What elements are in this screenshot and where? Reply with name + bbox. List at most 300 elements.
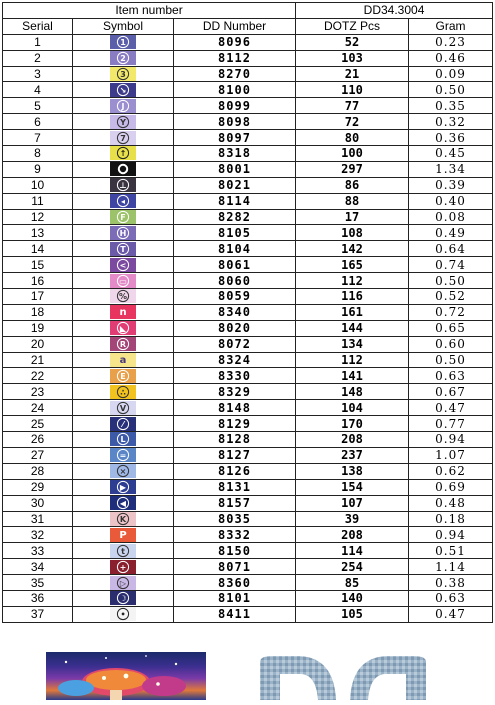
symbol-cell — [73, 225, 174, 241]
symbol-cell — [73, 416, 174, 432]
serial-cell: 17 — [3, 289, 73, 305]
symbol-cell — [73, 193, 174, 209]
dd-number-cell: 8105 — [174, 225, 296, 241]
dd-number-cell: 8330 — [174, 368, 296, 384]
symbol-cell — [73, 241, 174, 257]
table-row — [3, 130, 493, 146]
dotz-pcs-cell: 165 — [296, 257, 409, 273]
gram-cell: 0.39 — [409, 177, 493, 193]
dotz-pcs-cell: 108 — [296, 225, 409, 241]
dd-number-cell: 8332 — [174, 527, 296, 543]
table-row — [3, 320, 493, 336]
table-row — [3, 146, 493, 162]
dd-brand-logo — [252, 654, 434, 700]
serial-cell: 27 — [3, 447, 73, 463]
table-row — [3, 98, 493, 114]
H-symbol-icon — [110, 226, 136, 240]
gram-cell: 0.45 — [409, 146, 493, 162]
gram-header: Gram — [409, 18, 493, 34]
dd-number-cell: 8282 — [174, 209, 296, 225]
dotz-pcs-cell: 142 — [296, 241, 409, 257]
dd-number-cell: 8104 — [174, 241, 296, 257]
symbol-cell — [73, 130, 174, 146]
dotz-pcs-cell: 17 — [296, 209, 409, 225]
svg-text:K: K — [119, 515, 127, 525]
svg-text:=: = — [119, 451, 127, 461]
svg-text:n: n — [119, 307, 127, 319]
serial-cell: 14 — [3, 241, 73, 257]
gram-cell: 0.08 — [409, 209, 493, 225]
serial-cell: 22 — [3, 368, 73, 384]
dotz-pcs-cell: 103 — [296, 50, 409, 66]
dotz-pcs-cell: 208 — [296, 432, 409, 448]
svg-text:2: 2 — [120, 54, 126, 64]
table-row — [3, 447, 493, 463]
gram-cell: 0.63 — [409, 368, 493, 384]
table-row — [3, 384, 493, 400]
P-symbol-icon — [110, 528, 136, 542]
symbol-cell — [73, 384, 174, 400]
dd-number-cell: 8324 — [174, 352, 296, 368]
svg-text:⁄: ⁄ — [122, 419, 124, 429]
gram-cell: 0.48 — [409, 495, 493, 511]
symbol-cell — [73, 146, 174, 162]
svg-text:↘: ↘ — [119, 86, 127, 96]
n-symbol-icon — [110, 305, 136, 319]
table-row — [3, 368, 493, 384]
dd-number-cell: 8035 — [174, 511, 296, 527]
dotz-pcs-cell: 105 — [296, 606, 409, 622]
dd-number-cell: 8128 — [174, 432, 296, 448]
dotz-pcs-cell: 86 — [296, 177, 409, 193]
equals-symbol-icon — [110, 448, 136, 462]
symbol-cell — [73, 543, 174, 559]
symbol-cell — [73, 114, 174, 130]
gram-cell: 0.40 — [409, 193, 493, 209]
table-row — [3, 66, 493, 82]
dotz-pcs-cell: 114 — [296, 543, 409, 559]
gram-cell: 0.67 — [409, 384, 493, 400]
item-number-row — [3, 3, 493, 19]
dotz-pcs-cell: 144 — [296, 320, 409, 336]
svg-text:P: P — [119, 530, 127, 542]
serial-cell: 37 — [3, 606, 73, 622]
symbol-cell — [73, 447, 174, 463]
gram-cell: 0.09 — [409, 66, 493, 82]
serial-cell: 13 — [3, 225, 73, 241]
serial-cell: 12 — [3, 209, 73, 225]
dd-number-cell: 8114 — [174, 193, 296, 209]
symbol-cell — [73, 575, 174, 591]
gram-cell: 0.51 — [409, 543, 493, 559]
table-row — [3, 193, 493, 209]
dd-number-cell: 8096 — [174, 34, 296, 50]
dotz-pcs-cell: 112 — [296, 352, 409, 368]
table-row — [3, 511, 493, 527]
dd-number-cell: 8001 — [174, 161, 296, 177]
symbol-cell — [73, 495, 174, 511]
dd-number-cell: 8150 — [174, 543, 296, 559]
rounded-square-symbol-icon — [110, 274, 136, 288]
serial-cell: 31 — [3, 511, 73, 527]
symbol-cell — [73, 511, 174, 527]
gram-cell: 0.63 — [409, 590, 493, 606]
play-symbol-icon — [110, 480, 136, 494]
table-row — [3, 177, 493, 193]
table-row — [3, 289, 493, 305]
dd-number-cell: 8126 — [174, 463, 296, 479]
gram-cell: 1.14 — [409, 559, 493, 575]
gram-cell: 0.69 — [409, 479, 493, 495]
triangle-right-symbol-icon — [110, 576, 136, 590]
serial-cell: 33 — [3, 543, 73, 559]
gram-cell: 0.50 — [409, 82, 493, 98]
serial-cell: 11 — [3, 193, 73, 209]
gram-cell: 0.94 — [409, 527, 493, 543]
serial-cell: 29 — [3, 479, 73, 495]
dotz-pcs-cell: 237 — [296, 447, 409, 463]
gram-cell: 0.72 — [409, 304, 493, 320]
Y-symbol-icon — [110, 115, 136, 129]
serial-cell: 36 — [3, 590, 73, 606]
symbol-cell — [73, 606, 174, 622]
gram-cell: 0.74 — [409, 257, 493, 273]
2-symbol-icon — [110, 51, 136, 65]
symbol-cell — [73, 304, 174, 320]
table-row — [3, 590, 493, 606]
table-row — [3, 559, 493, 575]
R-symbol-icon — [110, 337, 136, 351]
dd-number-cell: 8099 — [174, 98, 296, 114]
svg-text:∴: ∴ — [120, 388, 126, 398]
svg-text:H: H — [119, 229, 127, 239]
serial-cell: 6 — [3, 114, 73, 130]
E-symbol-icon — [110, 369, 136, 383]
serial-cell: 24 — [3, 400, 73, 416]
serial-cell: 23 — [3, 384, 73, 400]
symbol-cell — [73, 50, 174, 66]
dotz-pcs-cell: 85 — [296, 575, 409, 591]
dotz-pcs-cell: 138 — [296, 463, 409, 479]
serial-cell: 16 — [3, 273, 73, 289]
dd-number-cell: 8318 — [174, 146, 296, 162]
dd-number-cell: 8112 — [174, 50, 296, 66]
table-row — [3, 527, 493, 543]
dd-number-cell: 8360 — [174, 575, 296, 591]
dotz-pcs-cell: 140 — [296, 590, 409, 606]
table-row — [3, 82, 493, 98]
serial-cell: 20 — [3, 336, 73, 352]
crescent-symbol-icon — [110, 591, 136, 605]
svg-text:%: % — [118, 292, 128, 302]
symbol-cell — [73, 98, 174, 114]
diagonal-bar-symbol-icon — [110, 417, 136, 431]
dd-number-cell: 8021 — [174, 177, 296, 193]
plus-symbol-icon — [110, 560, 136, 574]
symbol-cell — [73, 209, 174, 225]
serial-cell: 5 — [3, 98, 73, 114]
symbol-cell — [73, 336, 174, 352]
dotz-pcs-cell: 88 — [296, 193, 409, 209]
svg-text:▷: ▷ — [119, 578, 127, 588]
serial-cell: 32 — [3, 527, 73, 543]
svg-text:☽: ☽ — [119, 594, 127, 604]
dd-number-cell: 8100 — [174, 82, 296, 98]
times-symbol-icon — [110, 464, 136, 478]
gram-cell: 0.18 — [409, 511, 493, 527]
gram-cell: 0.32 — [409, 114, 493, 130]
table-row — [3, 304, 493, 320]
footer-area — [0, 646, 495, 700]
gram-cell: 0.62 — [409, 463, 493, 479]
dotz-pcs-cell: 107 — [296, 495, 409, 511]
table-row — [3, 432, 493, 448]
dd-number-cell: 8148 — [174, 400, 296, 416]
dotz-pcs-cell: 254 — [296, 559, 409, 575]
dotz-pcs-cell: 148 — [296, 384, 409, 400]
svg-text:3: 3 — [120, 70, 126, 80]
table-row — [3, 161, 493, 177]
svg-text:t: t — [121, 546, 125, 556]
arrow-left-symbol-icon — [110, 496, 136, 510]
gram-cell: 0.47 — [409, 606, 493, 622]
table-row — [3, 495, 493, 511]
table-row — [3, 575, 493, 591]
item-code: DD34.3004 — [296, 3, 493, 19]
symbol-cell — [73, 432, 174, 448]
serial-cell: 10 — [3, 177, 73, 193]
table-row — [3, 479, 493, 495]
dotz-pcs-cell: 52 — [296, 34, 409, 50]
dd-number-cell: 8071 — [174, 559, 296, 575]
gram-cell: 0.50 — [409, 273, 493, 289]
K-symbol-icon — [110, 512, 136, 526]
symbol-cell — [73, 82, 174, 98]
table-row — [3, 416, 493, 432]
gram-cell: 0.38 — [409, 575, 493, 591]
symbol-cell — [73, 368, 174, 384]
svg-text:F: F — [120, 213, 126, 223]
arrow-up-symbol-icon — [110, 146, 136, 160]
dotz-pcs-cell: 116 — [296, 289, 409, 305]
chevron-left-symbol-icon — [110, 258, 136, 272]
symbol-cell — [73, 479, 174, 495]
percent-symbol-icon — [110, 289, 136, 303]
symbol-cell — [73, 289, 174, 305]
serial-cell: 4 — [3, 82, 73, 98]
three-dots-symbol-icon — [110, 385, 136, 399]
mushroom-art-icon — [46, 652, 206, 700]
dd-number-cell: 8020 — [174, 320, 296, 336]
dotz-pcs-cell: 208 — [296, 527, 409, 543]
color-chart-table — [2, 2, 493, 623]
gram-cell: 0.47 — [409, 400, 493, 416]
serial-cell: 15 — [3, 257, 73, 273]
svg-text:R: R — [119, 340, 127, 350]
serial-cell: 9 — [3, 161, 73, 177]
table-row — [3, 543, 493, 559]
gram-cell: 0.50 — [409, 352, 493, 368]
dotz-pcs-cell: 141 — [296, 368, 409, 384]
serial-cell: 25 — [3, 416, 73, 432]
dotz-pcs-cell: 80 — [296, 130, 409, 146]
gram-cell: 1.07 — [409, 447, 493, 463]
gram-cell: 0.52 — [409, 289, 493, 305]
serial-cell: 2 — [3, 50, 73, 66]
a-symbol-icon — [110, 353, 136, 367]
dd-number-cell: 8097 — [174, 130, 296, 146]
dd-number-cell: 8340 — [174, 304, 296, 320]
table-row — [3, 336, 493, 352]
table-row — [3, 606, 493, 622]
svg-text:L: L — [120, 435, 126, 445]
svg-text:Y: Y — [120, 117, 126, 127]
symbol-cell — [73, 273, 174, 289]
serial-cell: 19 — [3, 320, 73, 336]
dotz-pcs-cell: 112 — [296, 273, 409, 289]
svg-text:<: < — [119, 260, 127, 270]
dd-number-cell: 8157 — [174, 495, 296, 511]
dotz-pcs-cell: 297 — [296, 161, 409, 177]
symbol-cell — [73, 177, 174, 193]
symbol-cell — [73, 352, 174, 368]
svg-text:↑: ↑ — [119, 149, 127, 159]
gram-cell: 1.34 — [409, 161, 493, 177]
symbol-cell — [73, 590, 174, 606]
gram-cell: 0.36 — [409, 130, 493, 146]
table-row — [3, 463, 493, 479]
table-row — [3, 34, 493, 50]
table-row — [3, 400, 493, 416]
serial-cell: 34 — [3, 559, 73, 575]
serial-cell: 8 — [3, 146, 73, 162]
column-header-row — [3, 18, 493, 34]
dd-number-cell: 8059 — [174, 289, 296, 305]
serial-cell: 35 — [3, 575, 73, 591]
svg-text:E: E — [120, 372, 126, 382]
dotz-pcs-cell: 170 — [296, 416, 409, 432]
symbol-cell — [73, 463, 174, 479]
dotz-pcs-header: DOTZ Pcs — [296, 18, 409, 34]
table-row — [3, 257, 493, 273]
svg-text:▭: ▭ — [119, 276, 127, 286]
dd-number-cell: 8101 — [174, 590, 296, 606]
serial-cell: 28 — [3, 463, 73, 479]
serial-cell: 18 — [3, 304, 73, 320]
V-symbol-icon — [110, 401, 136, 415]
svg-text:◣: ◣ — [119, 324, 127, 334]
symbol-cell — [73, 66, 174, 82]
table-row — [3, 241, 493, 257]
dotz-pcs-cell: 154 — [296, 479, 409, 495]
svg-text:+: + — [119, 562, 127, 572]
t-symbol-icon — [110, 544, 136, 558]
table-row — [3, 114, 493, 130]
serial-header: Serial — [3, 18, 73, 34]
speaker-symbol-icon — [110, 194, 136, 208]
dotz-pcs-cell: 21 — [296, 66, 409, 82]
3-symbol-icon — [110, 67, 136, 81]
gram-cell: 0.23 — [409, 34, 493, 50]
L-symbol-icon — [110, 432, 136, 446]
svg-text:⊥: ⊥ — [119, 181, 127, 191]
svg-text:a: a — [119, 355, 127, 367]
symbol-cell — [73, 34, 174, 50]
symbol-cell — [73, 527, 174, 543]
gram-cell: 0.60 — [409, 336, 493, 352]
svg-text:×: × — [119, 467, 127, 477]
svg-text:•: • — [120, 610, 126, 620]
arrow-down-right-symbol-icon — [110, 83, 136, 97]
dd-number-cell: 8129 — [174, 416, 296, 432]
gram-cell: 0.94 — [409, 432, 493, 448]
serial-cell: 7 — [3, 130, 73, 146]
svg-text:V: V — [119, 403, 127, 413]
F-symbol-icon — [110, 210, 136, 224]
symbol-cell — [73, 161, 174, 177]
T-symbol-icon — [110, 242, 136, 256]
dd-number-header: DD Number — [174, 18, 296, 34]
dd-number-cell: 8131 — [174, 479, 296, 495]
7-symbol-icon — [110, 131, 136, 145]
item-number-label: Item number — [3, 3, 296, 19]
svg-text:▶: ▶ — [119, 483, 127, 493]
serial-cell: 30 — [3, 495, 73, 511]
symbol-cell — [73, 400, 174, 416]
serial-cell: 1 — [3, 34, 73, 50]
lamp-symbol-icon — [110, 178, 136, 192]
table-row — [3, 225, 493, 241]
dotz-pcs-cell: 110 — [296, 82, 409, 98]
dd-number-cell: 8411 — [174, 606, 296, 622]
dotz-pcs-cell: 72 — [296, 114, 409, 130]
dd-number-cell: 8098 — [174, 114, 296, 130]
dotz-pcs-cell: 100 — [296, 146, 409, 162]
svg-text:◂: ◂ — [120, 197, 126, 207]
dotz-pcs-cell: 77 — [296, 98, 409, 114]
dot-symbol-icon — [110, 607, 136, 621]
J-symbol-icon — [110, 99, 136, 113]
slash-symbol-icon — [110, 321, 136, 335]
gram-cell: 0.35 — [409, 98, 493, 114]
mushroom-painting-thumbnail — [46, 652, 206, 700]
dd-logo-icon — [252, 654, 434, 700]
svg-text:◀: ◀ — [119, 499, 127, 509]
svg-text:T: T — [120, 244, 126, 254]
serial-cell: 3 — [3, 66, 73, 82]
serial-cell: 26 — [3, 432, 73, 448]
1-symbol-icon — [110, 35, 136, 49]
gram-cell: 0.64 — [409, 241, 493, 257]
ring-symbol-icon — [110, 162, 136, 176]
dd-number-cell: 8072 — [174, 336, 296, 352]
dotz-pcs-cell: 161 — [296, 304, 409, 320]
dotz-pcs-cell: 134 — [296, 336, 409, 352]
table-row — [3, 352, 493, 368]
svg-text:1: 1 — [120, 38, 126, 48]
table-row — [3, 50, 493, 66]
symbol-cell — [73, 559, 174, 575]
dd-number-cell: 8127 — [174, 447, 296, 463]
dd-number-cell: 8270 — [174, 66, 296, 82]
symbol-cell — [73, 320, 174, 336]
gram-cell: 0.65 — [409, 320, 493, 336]
svg-text:7: 7 — [120, 133, 126, 143]
dd-number-cell: 8061 — [174, 257, 296, 273]
svg-text:J: J — [121, 101, 125, 111]
dotz-pcs-cell: 39 — [296, 511, 409, 527]
table-row — [3, 209, 493, 225]
